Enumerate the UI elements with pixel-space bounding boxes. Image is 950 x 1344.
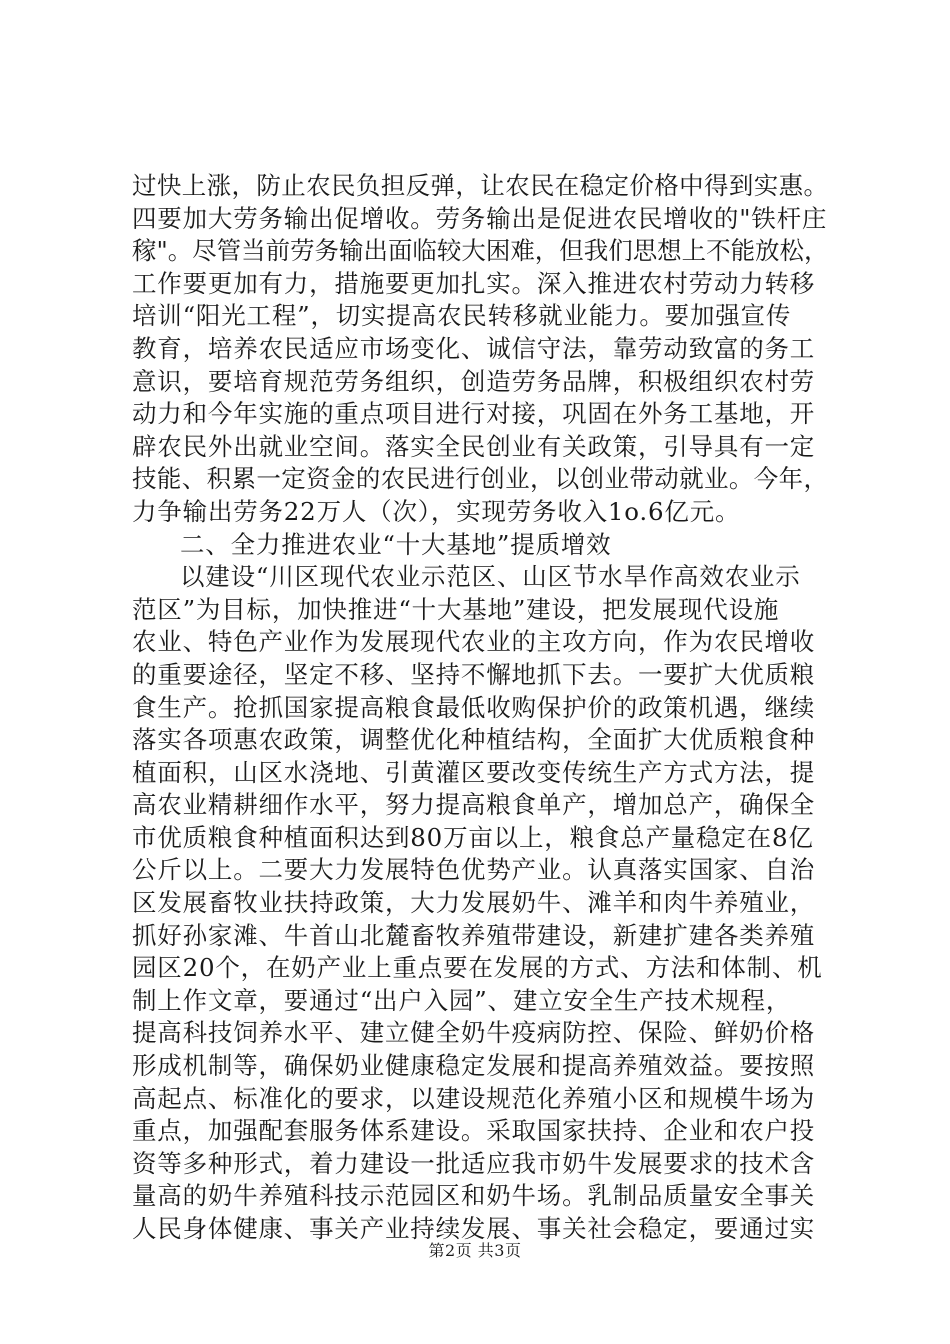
- text-line: 形成机制等，确保奶业健康稳定发展和提高养殖效益。要按照: [132, 1051, 816, 1081]
- text-line: 意识，要培育规范劳务组织，创造劳务品牌，积极组织农村劳: [132, 366, 816, 396]
- text-line: 的重要途径，坚定不移、坚持不懈地抓下去。一要扩大优质粮: [132, 659, 816, 689]
- text-line: 稼"。尽管当前劳务输出面临较大困难，但我们思想上不能放松，: [132, 236, 829, 266]
- text-line: 培训“阳光工程”，切实提高农民转移就业能力。要加强宣传: [132, 301, 792, 331]
- text-line: 过快上涨，防止农民负担反弹，让农民在稳定价格中得到实惠。: [132, 171, 829, 200]
- text-line: 技能、积累一定资金的农民进行创业，以创业带动就业。今年，: [132, 464, 829, 494]
- text-line: 重点，加强配套服务体系建设。采取国家扶持、企业和农户投: [132, 1116, 816, 1146]
- text-line: 高农业精耕细作水平，努力提高粮食单产，增加总产，确保全: [132, 790, 816, 820]
- page-number: 第2页 共3页: [428, 1241, 522, 1260]
- text-line: 高起点、标准化的要求，以建设规范化养殖小区和规模牛场为: [132, 1083, 816, 1113]
- body-text: [132, 170, 828, 1246]
- text-line: 教育，培养农民适应市场变化、诚信守法，靠劳动致富的务工: [132, 333, 816, 363]
- text-line: 落实各项惠农政策，调整优化种植结构，全面扩大优质粮食种: [132, 725, 816, 755]
- text-line: 园区20个，在奶产业上重点要在发展的方式、方法和体制、机: [132, 953, 823, 983]
- text-line: 量高的奶牛养殖科技示范园区和奶牛场。乳制品质量安全事关: [132, 1181, 816, 1211]
- text-line: 动力和今年实施的重点项目进行对接，巩固在外务工基地，开: [132, 399, 816, 429]
- text-line: 植面积，山区水浇地、引黄灌区要改变传统生产方式方法，提: [132, 757, 816, 787]
- text-line: 工作要更加有力，措施要更加扎实。深入推进农村劳动力转移: [132, 268, 816, 298]
- text-line: 区发展畜牧业扶持政策，大力发展奶牛、滩羊和肉牛养殖业，: [132, 888, 816, 918]
- text-line: 农业、特色产业作为发展现代农业的主攻方向，作为农民增收: [132, 627, 816, 657]
- text-line: 以建设“川区现代农业示范区、山区节水旱作高效农业示: [180, 562, 801, 592]
- text-line: 人民身体健康、事关产业持续发展、事关社会稳定，要通过实: [132, 1214, 816, 1243]
- text-line: 市优质粮食种植面积达到80万亩以上，粮食总产量稳定在8亿: [132, 822, 814, 852]
- text-line: 力争输出劳务22万人（次），实现劳务收入1o.6亿元。: [132, 496, 741, 526]
- text-line: 四要加大劳务输出促增收。劳务输出是促进农民增收的"铁杆庄: [132, 203, 828, 233]
- section-heading: 二、全力推进农业“十大基地”提质增效: [180, 529, 612, 559]
- text-line: 辟农民外出就业空间。落实全民创业有关政策，引导具有一定: [132, 431, 816, 461]
- text-line: 资等多种形式，着力建设一批适应我市奶牛发展要求的技术含: [132, 1148, 816, 1178]
- text-line: 范区”为目标，加快推进“十大基地”建设，把发展现代设施: [132, 594, 780, 624]
- text-line: 抓好孙家滩、牛首山北麓畜牧养殖带建设，新建扩建各类养殖: [132, 920, 816, 950]
- text-line: 食生产。抢抓国家提高粮食最低收购保护价的政策机遇，继续: [132, 692, 816, 722]
- text-line: 公斤以上。二要大力发展特色优势产业。认真落实国家、自治: [132, 855, 816, 885]
- text-line: 提高科技饲养水平、建立健全奶牛疫病防控、保险、鲜奶价格: [132, 1018, 816, 1048]
- text-line: 制上作文章，要通过“出户入园”、建立安全生产技术规程，: [132, 985, 792, 1015]
